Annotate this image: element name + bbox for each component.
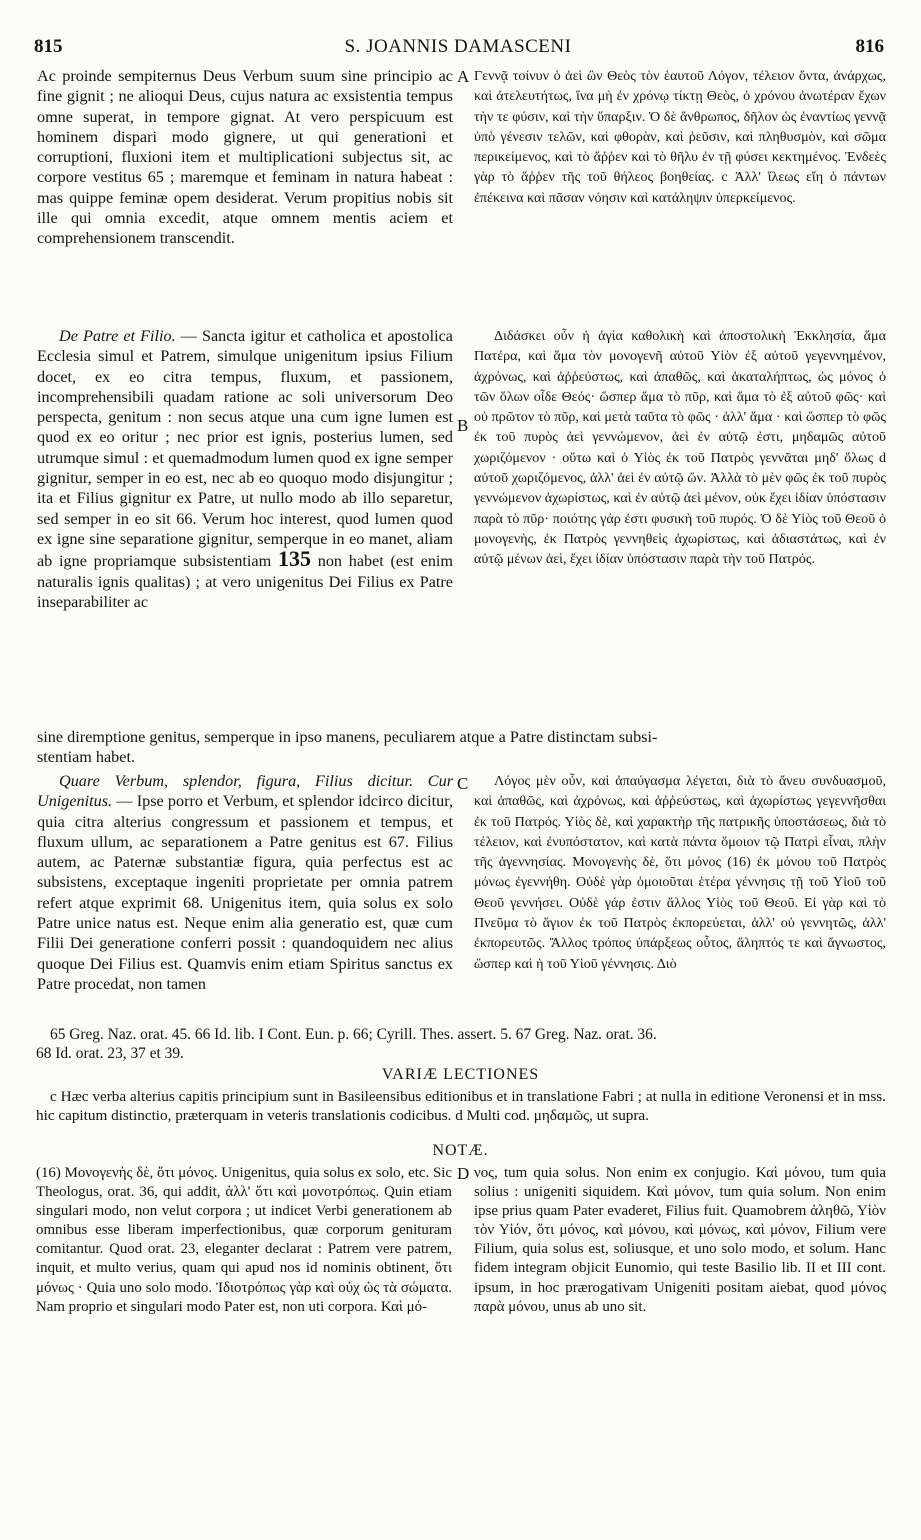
latin-paragraph-3: Quare Verbum, splendor, figura, Filius dicitur. Cur Unigenitus. — Ipse porro et Verbum, et splendor idcirco dicitur, quia citra alterius congressum et passionem et tempus, et fluxum ullum, ac separationem a Patre genitus est 67. Filius autem, ac Paternæ substantiæ figura, quia perfectus est ac subsistens, exceptaque ingeniti proprietate per omnia patrem refert atque exprimit 68. Unigenitus item, quia solus ex solo Patre unice natus est. Neque enim alia generatio est, quæ cum Filii Dei generatione conferri possit : quandoquidem nec alius quoque Dei Filius est. Quamvis enim etiam Spiritus sanctus ex Patre procedat, non tamen xyxy=(37,772,453,993)
variae-lectiones-text: c Hæc verba alterius capitis principium sunt in Basileensibus editionibus et in translatione Fabri ; at nulla in editione Veronensi et in mss. hic capitum distinctio, præterquam in veteris translationis codicibus. d Multi cod. μηδαμῶς, ut supra. xyxy=(36,1088,886,1125)
marker-b: B xyxy=(457,416,469,435)
greek-paragraph-1: Γεννᾷ τοίνυν ὁ ἀεὶ ὢν Θεὸς τὸν ἑαυτοῦ Λόγον, τέλειον ὄντα, ἀνάρχως, καὶ ἀτελευτήτως, ἵνα μὴ ἐν χρόνῳ τίκτῃ Θεὸς, ὁ χρόνου ἀνωτέραν ἔχων τὴν τε φύσιν, καὶ τὴν ὕπαρξιν. Ὁ δὲ ἄνθρωπος, δῆλον ὡς ἐναντίως γεννᾷ ὑπὸ γένεσιν τελῶν, καὶ φθορὰν, καὶ ῥεῦσιν, καὶ πληθυσμὸν, καὶ σῶμα περικείμενος, καὶ τὸ ἄῤῥεν καὶ τὸ θῆλυ ἐν τῇ φύσει κεκτημένος. Ἐνδεὲς γὰρ τὸ ἄῤῥεν τῆς τοῦ θήλεος βοηθείας. c Ἀλλ' ἵλεως εἴη ὁ πάντων ἐπέκεινα καὶ πᾶσαν νόησιν καὶ κατάληψιν ὑπερκείμενος. xyxy=(474,68,886,206)
spanning-line-1: sine diremptione genitus, semperque in ipso manens, peculiarem atque a Patre distinctam subsi- xyxy=(37,728,658,746)
marker-a: A xyxy=(457,67,470,86)
notae-right-column: νος, tum quia solus. Non enim ex conjugio. Καὶ μόνου, tum quia solius : unigeniti siquidem. Καὶ μόνον, tum quia solum. Non enim ipse prius quam Pater evaderet, Filius fuit. Quamobrem ἀληθῶ, Υἱὸν τὸν Υἱόν, ὅτι μόνος, καὶ μόνου, καὶ μόνως, καὶ μόνον, Filium vere Filium, quia solus est, soliusque, et uno solo modo, et solum. Hanc fidem integram objicit Eunomio, qui teste Basilio lib. II et III cont. ipsum, in hoc prærogativam Unigeniti positam aiebat, quod μόνος παρὰ μόνου, unus ab uno sit. xyxy=(474,1165,886,1315)
greek-paragraph-2: Διδάσκει οὖν ἡ ἁγία καθολικὴ καὶ ἀποστολικὴ Ἐκκλησία, ἅμα Πατέρα, καὶ ἅμα τὸν μονογενῆ αὐτοῦ Υἱὸν ἐξ αὐτοῦ γεγεννημένον, ἀχρόνως, καὶ ἀῤῥεύστως, καὶ ἀπαθῶς, καὶ ἀκαταλήπτως, ὡς μόνος ὁ τῶν ὅλων οἶδε Θεός· ὥσπερ ἅμα τὸ πῦρ, καὶ ἅμα τὸ ἐξ αὐτοῦ φῶς· καὶ οὐ πρῶτον τὸ πῦρ, καὶ μετὰ ταῦτα τὸ φῶς · ἀλλ' ἅμα · καὶ ὥσπερ τὸ φῶς ἐκ τοῦ πυρὸς ἀεὶ γεννώμενον, ἀεὶ ἐν αὐτῷ ἐστι, μηδαμῶς αὐτοῦ χωριζόμενον · οὕτω καὶ ὁ Υἱὸς ἐκ τοῦ Πατρὸς γεννᾶται μηδ' ὅλως d αὐτοῦ χωριζόμενος, ἀλλ' ἀεὶ ἐν αὐτῷ ὤν. Ἀλλὰ τὸ μὲν φῶς ἐκ τοῦ πυρὸς γεννώμενον ἀχωρίστως, καὶ ἐν αὐτῷ ἀεὶ μένον, οὐκ ἔχει ἰδίαν ὑπόστασιν παρὰ τὸ πῦρ· ποιότης γάρ ἐστι φυσικὴ τοῦ πυρός. Ὁ δὲ Υἱὸς τοῦ Θεοῦ ὁ μονογενὴς, ἐκ Πατρὸς γεννηθεὶς ἀχωρίστως, καὶ ἀδιαστάτως, καὶ ἐν αὐτῷ μένων ἀεὶ, ἔχει ἰδίαν ὑπόστασιν παρὰ τὴν τοῦ Πατρός. xyxy=(474,328,886,568)
latin-paragraph-1: Ac proinde sempiternus Deus Verbum suum sine principio ac fine gignit ; ne alioqui Deus, cujus natura ac exsistentia tempus omne superat, in tempore gignat. At vero perspicuum est hominem dispari modo gignere, ut qui generationi et corruptioni, fluxioni item et multiplicationi subjectus sit, ac corpore vestitus 65 ; maremque et feminam in natura habeat : mas quippe feminæ opem desiderat. Verum propitius nobis sit ille qui omnia excedit, atque omnem mentis aciem et comprehensionem transcendit. xyxy=(37,67,453,248)
marker-d: D xyxy=(457,1164,470,1183)
page-header xyxy=(30,36,886,62)
variae-lectiones-title: VARIÆ LECTIONES xyxy=(381,1066,540,1083)
page-number-right: 816 xyxy=(855,36,884,57)
latin-paragraph-2: De Patre et Filio. — Sancta igitur et catholica et apostolica Ecclesia simul et Patrem, simulque unigenitum ipsius Filium docet, ex eo citra tempus, fluxum, et passionem, incomprehensibili quadam ratione ac soli universorum Deo perspecta, genitum : non secus atque una cum igne lumen est quod ex eo oritur ; nec prior est ignis, posterius lumen, sed utrumque simul : et quemadmodum lumen quod ex igne semper gignitur, semper in eo est, nec ab eo quoquo modo disjungitur ; ita et Filius gignitur ex Patre, ut nullo modo ab illo separetur, sed semper in eo sit 66. Verum hoc interest, quod lumen quod ex igne sine separatione gignitur, semperque in eo manet, aliam ab igne propriamque subsistentiam 135 non habet (est enim naturalis ignis qualitas) ; at vero unigenitus Dei Filius ex Patre inseparabiliter ac xyxy=(37,327,454,611)
page-number-left: 815 xyxy=(34,36,63,57)
spanning-line-2: stentiam habet. xyxy=(37,748,135,766)
notae-title: NOTÆ. xyxy=(432,1142,489,1159)
column-number-135: 135 xyxy=(277,546,311,572)
footnotes: 65 Greg. Naz. orat. 45. 66 Id. lib. I Cont. Eun. p. 66; Cyrill. Thes. assert. 5. 67 Greg. Naz. orat. 36. 68 Id. orat. 23, 37 et 39. xyxy=(36,1026,657,1062)
notae-left-column: (16) Μονογενὴς δὲ, ὅτι μόνος. Unigenitus, quia solus ex solo, etc. Sic Theologus, orat. 36, qui addit, ἀλλ' ὅτι καὶ μονοτρόπως. Quin etiam singulari modo, non velut corpora ; ut indicet Verbi generationem ab omnibus esse liberam imperfectionibus, quæ corporum genituram comitantur. Quod orat. 23, eleganter declarat : Patrem vere patrem, inquit, et multo verius, quam qui apud nos id nominis obtinent, ὅτι μόνως · Quia uno solo modo. Ἰδιοτρόπως γὰρ καὶ οὐχ ὡς τὰ σώματα. Nam proprio et singulari modo Pater est, non uti corpora. Καὶ μό- xyxy=(36,1165,452,1315)
marker-c: C xyxy=(457,774,469,793)
section-heading-verbum: Quare Verbum, splendor, figura, Filius dicitur. Cur Unigenitus. xyxy=(37,772,453,811)
section-heading-father-son: De Patre et Filio. xyxy=(59,327,176,345)
greek-paragraph-3: Λόγος μὲν οὖν, καὶ ἀπαύγασμα λέγεται, διὰ τὸ ἄνευ συνδυασμοῦ, καὶ ἀπαθῶς, καὶ ἀχρόνως, καὶ ἀῤῥεύστως, καὶ ἀχωρίστως γεγεννῆσθαι ἐκ τοῦ Πατρός. Υἱὸς δὲ, καὶ χαρακτὴρ τῆς πατρικῆς ὑποστάσεως, διὰ τὸ τέλειον, καὶ ἐνυπόστατον, καὶ κατὰ πάντα ὅμοιον τῷ Πατρὶ εἶναι, πλὴν τῆς ἀγεννησίας. Μονογενὴς δὲ, ὅτι μόνος (16) ἐκ μόνου τοῦ Πατρὸς μόνως ἐγεννήθη. Οὐδὲ γὰρ ὁμοιοῦται ἑτέρα γέννησις τῇ τοῦ Υἱοῦ τοῦ Θεοῦ γεννήσει. Οὐδὲ γάρ ἐστιν ἄλλος Υἱὸς τοῦ Θεοῦ. Εἰ γὰρ καὶ τὸ Πνεῦμα τὸ ἅγιον ἐκ τοῦ Πατρὸς ἐκπορεύεται, ἀλλ' οὐ γεννητῶς, ἀλλ' ἐκπορευτῶς. Ἄλλος τρόπος ὑπάρξεως οὗτος, ἄληπτός τε καὶ ἄγνωστος, ὥσπερ καὶ ἡ τοῦ Υἱοῦ γέννησις. Διὸ xyxy=(474,773,886,972)
running-title: S. JOANNIS DAMASCENI xyxy=(344,36,572,57)
